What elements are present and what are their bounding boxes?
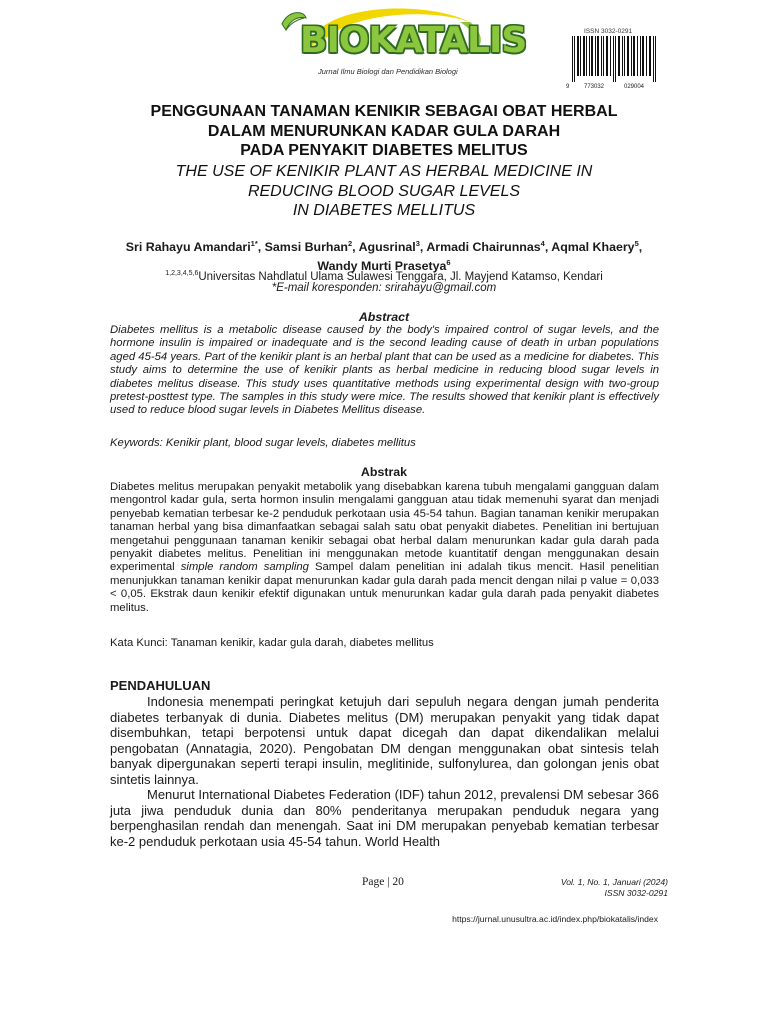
author-name: Armadi Chairunnas (426, 240, 541, 255)
affiliation-text: Universitas Nahdlatul Ulama Sulawesi Tenggara, Jl. Mayjend Katamso, Kendari (198, 270, 603, 283)
barcode-icon (568, 36, 660, 84)
abstract-id-part-2: Sampel dalam penelitian ini adalah tikus mencit. Hasil penelitian menunjukkan tanaman kenikir dapat menurunkan kadar gula darah pada mencit dengan nilai p value = 0,033 < 0,05. Ekstrak daun kenikir efektif digunakan untuk menurunkan kadar gula darah pada penyakit diabetes melitus. (110, 561, 659, 614)
title-en-line-2: REDUCING BLOOD SUGAR LEVELS (247, 182, 521, 200)
author-affil-marker: 2 (347, 239, 353, 248)
abstract-en-text: Diabetes mellitus is a metabolic disease caused by the body's impaired control of sugar levels, and the hormone insulin is impaired or inadequate and is the second leading cause of death in urban populations aged 45-54 years. Part of the kenikir plant is an herbal plant that can be used as a medicine for diabetes. This study aims to determine the use of kenikir plants as herbal medicine in reducing blood sugar levels in diabetes melitus disease. This study uses quantitative methods using experimental design with two-group pretest-posttest type. The samples in this study were mice. The results showed that kenikir plant is effectively used to reduce blood sugar levels in Diabetes Mellitus disease. (110, 324, 659, 417)
author-affil-marker: 1* (250, 239, 258, 248)
title-en-line-1: THE USE OF KENIKIR PLANT AS HERBAL MEDICINE IN (175, 163, 593, 180)
author-name: Aqmal Khaery (551, 240, 635, 255)
abstract-heading: Abstract (358, 310, 410, 324)
abstract-id-italic-term: simple random sampling (180, 561, 309, 574)
logo-wordmark: BIOKATALIS (300, 20, 527, 61)
intro-paragraph-1: Indonesia menempati peringkat ketujuh dari sepuluh negara dengan jumah penderita diabetes terbanyak di dunia. Diabetes melitus (DM) merupakan penyakit yang tidak dapat disembuhkan, tetapi berpotensi untuk dapat dicegah dan dapat dikendalikan melalui pengobatan (Annatagia, 2020). Pengobatan DM dengan menggunakan obat sintesis telah banyak dipergunakan seperti terapi insulin, meglitinide, sulfonylurea, dan golongan jenis obat sintetis lainnya. (110, 694, 659, 787)
author-affil-marker: 4 (540, 239, 545, 248)
author-affil-marker: 6 (446, 258, 451, 268)
logo-subtitle: Jurnal Ilmu Biologi dan Pendidikan Biologi (318, 67, 458, 76)
section-heading-pendahuluan: PENDAHULUAN (110, 678, 211, 693)
title-en-line-3: IN DIABETES MELLITUS (292, 202, 476, 219)
author-name: Agusrinal (358, 240, 416, 255)
issn-barcode (566, 28, 660, 90)
page-number: Page | 20 (362, 876, 404, 888)
author-list: Sri Rahayu Amandari$^{1*}$, Samsi Burhan$^2$, Agusrinal$^3$, Armadi Chairunnas$^4$, Aqmal Khaery$^5$, Wandy Murti Prasetya$^6$ (125, 239, 643, 274)
barcode-digit-prefix: 9 (566, 84, 570, 90)
abstract-id-part-1: Diabetes melitus merupakan penyakit metabolik yang disebabkan karena tubuh mengalami gangguan dalam mengontrol kadar gula, serta hormon insulin mengalami gangguan atau tidak memenuhi syarat dan menjadi penyebab kematian terbesar ke-2 penduduk perkotaan usia 45-54 tahun. Bagian tanaman kenikir merupakan tanaman herbal yang bisa dimanfaatkan sebagai salah satu obat penyakit diabetes. Penelitian ini bertujuan mengetahui penggunaan tanaman kenikir sebagai obat herbal dalam menurunkan kadar gula darah pada penyakit diabetes melitus. Penelitian ini menggunakan metode kuantitatif dengan menggunakan desain experimental (110, 481, 659, 574)
keywords-en: Keywords: Kenikir plant, blood sugar levels, diabetes mellitus (110, 437, 416, 449)
volume-info (561, 877, 668, 899)
issn-label: ISSN 3032-0291 (584, 28, 633, 35)
keywords-id: Kata Kunci: Tanaman kenikir, kadar gula darah, diabetes mellitus (110, 637, 434, 649)
barcode-digit-group-1: 773032 (584, 84, 605, 90)
journal-url-link[interactable]: https://jurnal.unusultra.ac.id/index.php/biokatalis/index (452, 914, 658, 924)
author-name: Wandy Murti Prasetya (317, 259, 447, 274)
author-name: Sri Rahayu Amandari (125, 240, 251, 255)
journal-logo (270, 4, 527, 90)
title-id-line-1: PENGGUNAAN TANAMAN KENIKIR SEBAGAI OBAT HERBAL (150, 103, 618, 120)
title-id-line-2: DALAM MENURUNKAN KADAR GULA DARAH (207, 122, 561, 140)
intro-paragraph-2: Menurut International Diabetes Federation (IDF) tahun 2012, prevalensi DM sebesar 366 juta jiwa penduduk dunia dan 80% penderitanya merupakan penduduk negara yang berpenghasilan rendah dan menengah. Saat ini DM merupakan penyebab kematian terbesar ke-2 penduduk perkotaan usia 45-54 tahun. World Health (110, 787, 659, 849)
corresponding-email: *E-mail koresponden: srirahayu@gmail.com (271, 282, 497, 294)
abstract-id-text (110, 481, 659, 615)
author-affil-marker: 5 (634, 239, 639, 248)
footer-issn: ISSN 3032-0291 (604, 888, 668, 898)
author-name: Samsi Burhan (264, 240, 348, 255)
affiliation-marker: 1,2,3,4,5,6 (165, 270, 199, 277)
abstrak-heading: Abstrak (360, 465, 408, 479)
volume-issue: Vol. 1, No. 1, Januari (2024) (560, 877, 668, 887)
barcode-digit-group-2: 029004 (624, 84, 645, 90)
author-affil-marker: 3 (415, 239, 420, 248)
title-id-line-3: PADA PENYAKIT DIABETES MELITUS (240, 142, 528, 159)
